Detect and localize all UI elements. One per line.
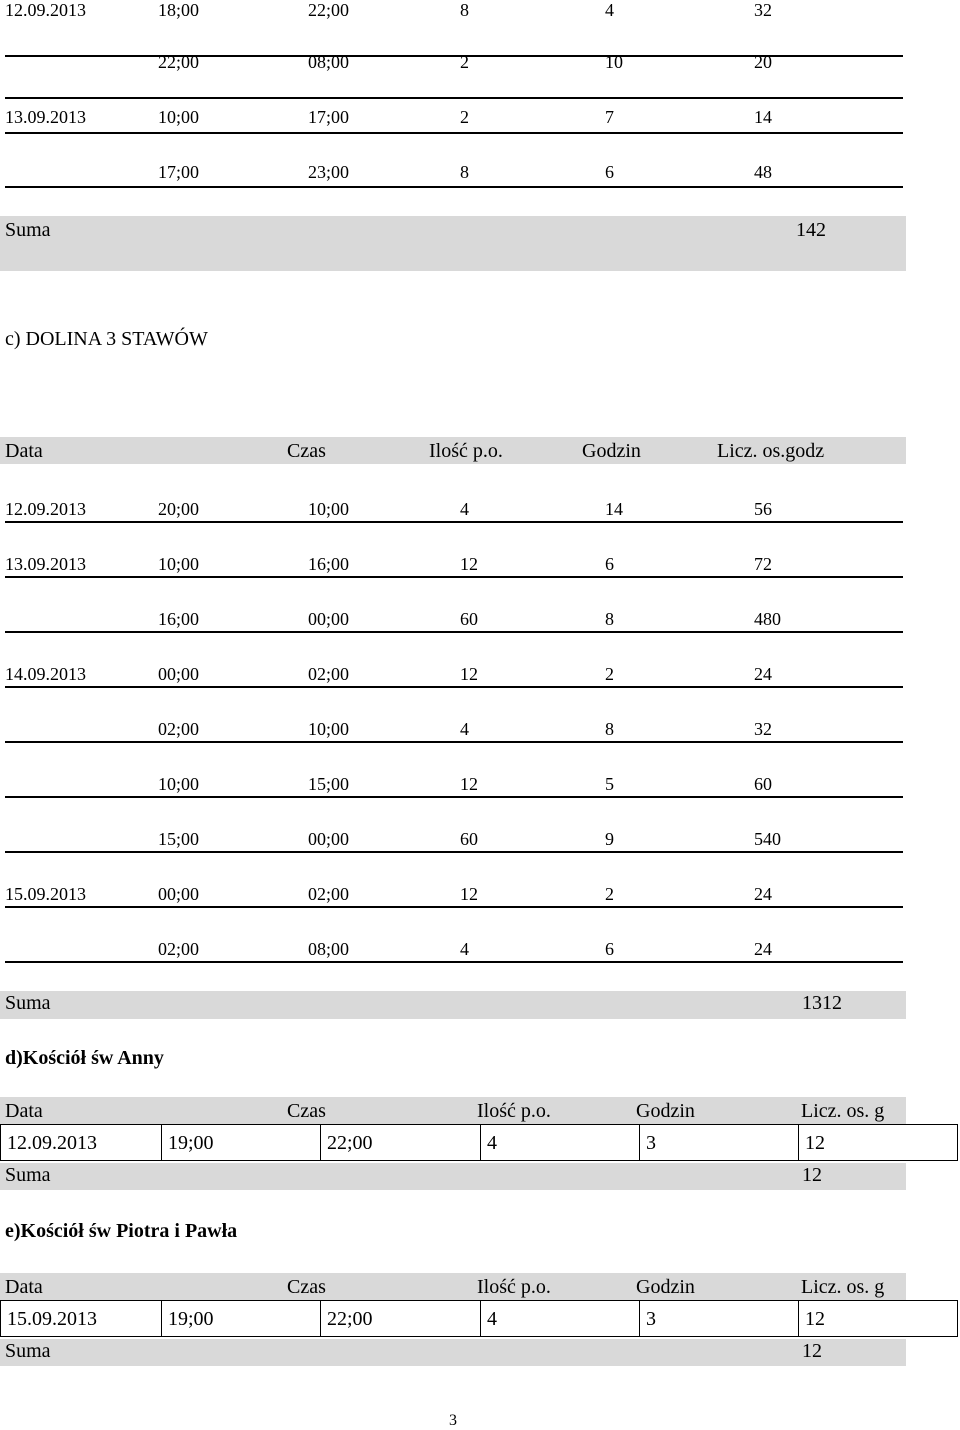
table-row [5,853,903,908]
sum-row [0,991,906,1019]
header-licz: Licz. os. g [801,1100,885,1122]
header-data: Data [5,1100,43,1122]
cell-hours: 2 [605,884,614,904]
table-header [0,1273,906,1300]
cell-person-hours: 24 [754,884,772,904]
table-row [5,132,903,188]
cell-count: 8 [460,0,469,20]
cell-count: 4 [481,1301,640,1336]
cell-time-to: 10;00 [308,719,350,739]
cell-person-hours: 12 [805,1132,825,1154]
cell-person-hours: 48 [754,162,772,182]
sum-row [0,1163,906,1190]
table-header [0,1097,906,1124]
cell-time-from: 22;00 [158,52,200,72]
cell-time-to: 22;00 [308,0,350,20]
cell-time-from: 10;00 [158,774,200,794]
cell-time-to: 22;00 [321,1125,481,1160]
header-godzin: Godzin [636,1276,695,1298]
cell-hours: 8 [605,609,614,629]
cell-person-hours: 56 [754,499,772,519]
cell-count: 8 [460,162,469,182]
cell-person-hours: 72 [754,554,772,574]
cell-date: 12.09.2013 [5,0,86,20]
cell-time-from: 00;00 [158,884,200,904]
cell-person-hours: 540 [754,829,781,849]
cell-time-from: 00;00 [158,664,200,684]
header-data: Data [5,440,43,462]
cell-time-to: 00;00 [308,609,350,629]
cell-hours: 9 [605,829,614,849]
sum-label: Suma [5,1340,51,1362]
section-title: d)Kościół św Anny [5,1047,164,1069]
cell-count: 4 [460,499,469,519]
sum-row [0,1339,906,1366]
cell-time-from: 18;00 [158,0,200,20]
cell-time-from: 02;00 [158,939,200,959]
cell-date: 12.09.2013 [5,499,86,519]
cell-date: 13.09.2013 [5,107,86,127]
table-row [5,77,903,134]
cell-hours: 10 [605,52,623,72]
header-ilosc: Ilość p.o. [477,1100,551,1122]
cell-time-from: 16;00 [158,609,200,629]
cell-person-hours: 24 [754,939,772,959]
cell-time-to: 16;00 [308,554,350,574]
cell-date: 15.09.2013 [1,1301,162,1336]
section-title: e)Kościół św Piotra i Pawła [5,1220,238,1242]
header-ilosc: Ilość p.o. [477,1276,551,1298]
cell-count: 60 [460,609,478,629]
sum-value: 142 [796,219,826,241]
cell-count: 4 [481,1125,640,1160]
cell-person-hours: 32 [754,719,772,739]
section-title: c) DOLINA 3 STAWÓW [5,328,208,350]
cell-count: 2 [460,107,469,127]
cell-count: 12 [460,554,478,574]
cell-person-hours: 60 [754,774,772,794]
cell-time-to: 17;00 [308,107,350,127]
cell-count: 4 [460,939,469,959]
cell-hours: 2 [605,664,614,684]
table-row [0,1300,958,1337]
table-row [5,523,903,578]
header-licz: Licz. os. g [801,1276,885,1298]
cell-hours: 4 [605,0,614,20]
table-header [0,437,906,464]
sum-label: Suma [5,992,51,1014]
cell-time-from: 02;00 [158,719,200,739]
cell-person-hours: 480 [754,609,781,629]
cell-count: 60 [460,829,478,849]
cell-hours: 7 [605,107,614,127]
cell-hours: 3 [640,1125,799,1160]
cell-time-from: 10;00 [158,554,200,574]
cell-person-hours: 14 [754,107,772,127]
cell-hours: 6 [605,939,614,959]
cell-time-from: 19;00 [162,1301,321,1336]
header-ilosc: Ilość p.o. [429,440,503,462]
cell-date: 13.09.2013 [5,554,86,574]
cell-time-to: 08;00 [308,939,350,959]
cell-person-hours: 24 [754,664,772,684]
cell-hours: 8 [605,719,614,739]
cell-time-to: 23;00 [308,162,350,182]
cell-count: 12 [460,664,478,684]
cell-hours: 3 [640,1301,799,1336]
cell-date: 14.09.2013 [5,664,86,684]
cell-person-hours: 32 [754,0,772,20]
cell-time-to: 02;00 [308,664,350,684]
header-czas: Czas [287,1100,326,1122]
cell-person-hours: 20 [754,52,772,72]
table-row [5,633,903,688]
table-row [5,908,903,963]
cell-hours: 6 [605,554,614,574]
cell-hours: 5 [605,774,614,794]
cell-person-hours: 12 [805,1308,825,1330]
cell-count: 12 [460,884,478,904]
header-data: Data [5,1276,43,1298]
cell-time-to: 02;00 [308,884,350,904]
cell-count: 2 [460,52,469,72]
table-row [5,688,903,743]
cell-time-to: 00;00 [308,829,350,849]
table-row [0,1124,958,1161]
table-row [5,743,903,798]
cell-date: 15.09.2013 [5,884,86,904]
sum-label: Suma [5,1164,51,1186]
sum-label: Suma [5,219,51,241]
header-czas: Czas [287,1276,326,1298]
cell-time-from: 20;00 [158,499,200,519]
cell-hours: 6 [605,162,614,182]
page-number: 3 [449,1412,457,1429]
sum-row [0,216,906,271]
cell-time-to: 15;00 [308,774,350,794]
cell-count: 4 [460,719,469,739]
sum-value: 12 [802,1164,822,1186]
header-godzin: Godzin [582,440,641,462]
cell-count: 12 [460,774,478,794]
cell-time-from: 19;00 [162,1125,321,1160]
header-godzin: Godzin [636,1100,695,1122]
cell-hours: 14 [605,499,623,519]
sum-value: 12 [802,1340,822,1362]
table-row [5,798,903,853]
table-row [5,469,903,523]
sum-value: 1312 [802,992,842,1014]
cell-time-from: 17;00 [158,162,200,182]
cell-date: 12.09.2013 [1,1125,162,1160]
header-czas: Czas [287,440,326,462]
header-licz: Licz. os.godz [717,440,825,462]
table-row [5,578,903,633]
cell-time-to: 10;00 [308,499,350,519]
cell-time-to: 08;00 [308,52,350,72]
cell-time-to: 22;00 [321,1301,481,1336]
cell-time-from: 15;00 [158,829,200,849]
cell-time-from: 10;00 [158,107,200,127]
